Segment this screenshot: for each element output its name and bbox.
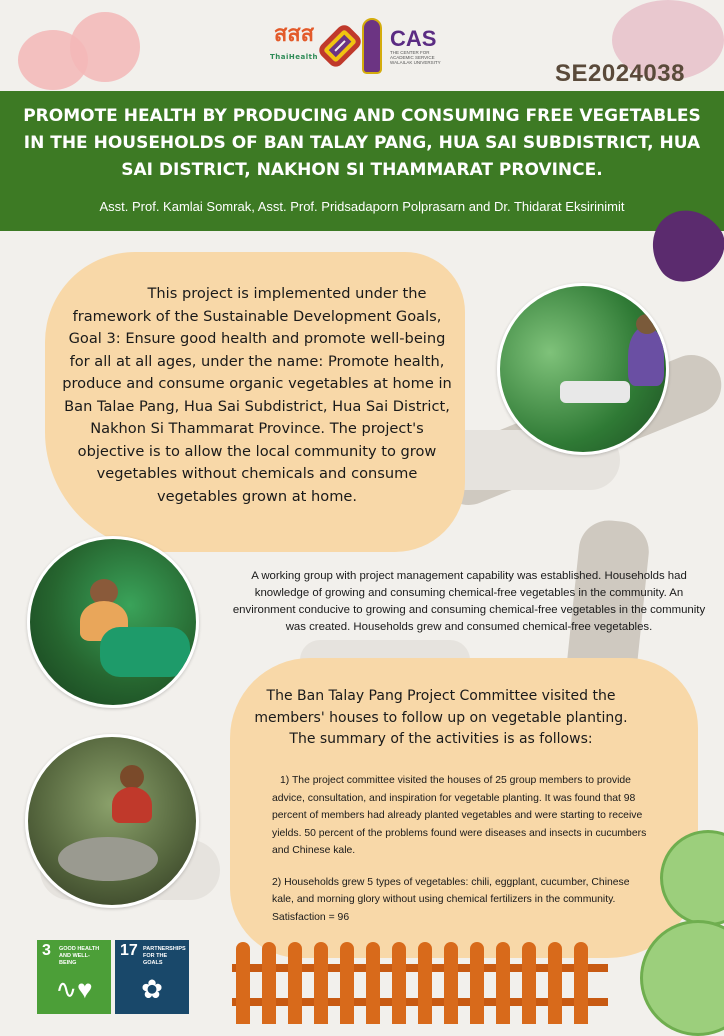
cas-logo-caption: THE CENTER FOR ACADEMIC SERVICE WALAILAK UNIVERSITY bbox=[390, 49, 441, 65]
committee-heading: The Ban Talay Pang Project Committee visited the members' houses to follow up on vegetable planting. The summary of the activities is as follows: bbox=[254, 688, 628, 747]
tomato-decoration bbox=[70, 12, 140, 82]
fence-decoration bbox=[232, 942, 608, 1024]
heartbeat-icon: ∿♥ bbox=[55, 974, 93, 1004]
woman-waving-garden-photo bbox=[27, 536, 199, 708]
outcomes-paragraph: A working group with project management capability was established. Households had knowledge of growing and consuming chemical-free vegetables in the community. An environment conducive to growing and consuming chemical-free vegetables in the community was created. Households grew and consumed chemical-free vegetables. bbox=[232, 570, 706, 633]
cas-logo-mark: CAS bbox=[390, 25, 437, 51]
thaihealth-logo-caption: ThaiHealth bbox=[270, 53, 318, 61]
project-code: SE2024038 bbox=[555, 60, 685, 87]
sdg-goal-17-label: PARTNERSHIPS FOR THE GOALS bbox=[143, 946, 186, 966]
sdg-goal-3-badge bbox=[37, 940, 111, 1014]
woman-planters-photo bbox=[25, 734, 199, 908]
sdg-goal-3-number: 3 bbox=[42, 942, 51, 959]
logo-row bbox=[270, 10, 450, 82]
authors-line: Asst. Prof. Kamlai Somrak, Asst. Prof. Pridsadaporn Polprasarn and Dr. Thidarat Eksirinimit bbox=[99, 199, 625, 214]
activity-item-1: 1) The project committee visited the houses of 25 group members to provide advice, consultation, and inspiration for vegetable planting. It was found that 98 percent of members had already planted vegetables and were starting to receive yields. 50 percent of the problems found were diseases and insects in cucumbers and Chinese kale. bbox=[272, 775, 647, 856]
activity-item-2: 2) Households grew 5 types of vegetables: chili, eggplant, cucumber, Chinese kale, and morning glory without using chemical fertilizers in the community. Satisfaction = 96 bbox=[272, 876, 630, 923]
cas-logo bbox=[390, 25, 450, 65]
thaihealth-logo-mark: สสส bbox=[273, 22, 315, 47]
sdg-goal-3-label: GOOD HEALTH AND WELL-BEING bbox=[59, 946, 100, 966]
flower-rings-icon: ✿ bbox=[141, 974, 163, 1004]
hexagon-logo-icon bbox=[316, 22, 364, 70]
sdg-goal-17-number: 17 bbox=[120, 942, 138, 959]
greenhouse-farmer-photo bbox=[497, 283, 669, 455]
poster-title: PROMOTE HEALTH BY PRODUCING AND CONSUMING FREE VEGETABLES IN THE HOUSEHOLDS OF BAN TALAY PANG, HUA SAI SUBDISTRICT, HUA SAI DISTRICT, NAKHON SI THAMMARAT PROVINCE. bbox=[23, 106, 701, 180]
thaihealth-logo bbox=[270, 24, 318, 68]
university-seal-icon bbox=[362, 18, 382, 74]
activities-list bbox=[262, 772, 654, 926]
sdg-goal-17-badge bbox=[115, 940, 189, 1014]
intro-paragraph: This project is implemented under the framework of the Sustainable Development Goals, Goal 3: Ensure good health and promote well-being for all at all ages, under the name: Promote health, produce and consume organic vegetables at home in Ban Talae Pang, Hua Sai Subdistrict, Hua Sai District, Nakhon Si Thammarat Province. The project's objective is to allow the local community to grow vegetables without chemicals and consume vegetables grown at home. bbox=[62, 285, 452, 505]
